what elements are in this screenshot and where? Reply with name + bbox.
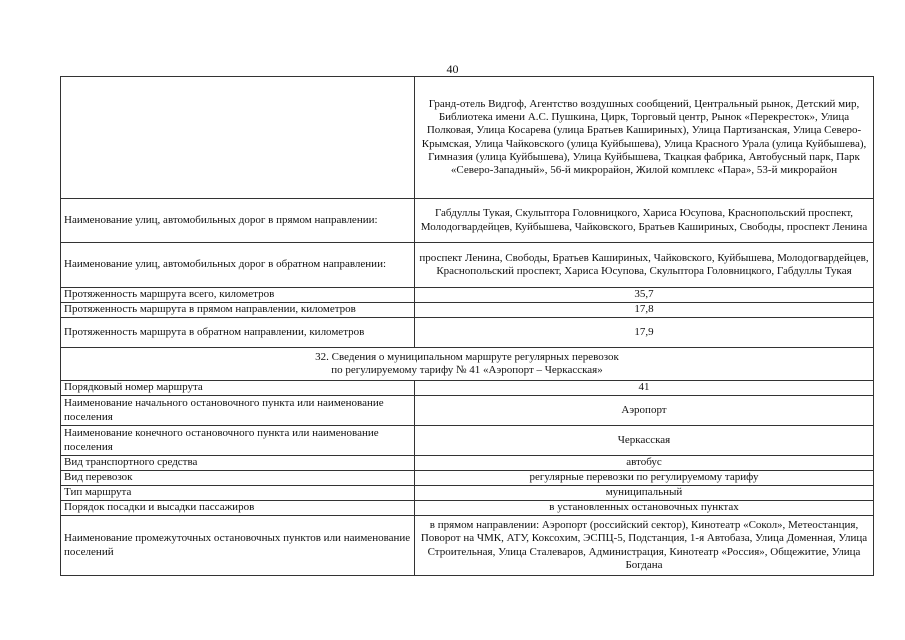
route-type-value: муниципальный: [415, 486, 874, 501]
reverse-length-label: Протяженность маршрута в обратном направлении, километров: [61, 318, 415, 348]
table-row: [61, 471, 874, 486]
route-number-value: 41: [415, 381, 874, 396]
forward-length-label: Протяженность маршрута в прямом направлении, километров: [61, 303, 415, 318]
end-stop-value: Черкасская: [415, 426, 874, 456]
table-row: [61, 426, 874, 456]
start-stop-label: Наименование начального остановочного пункта или наименование поселения: [61, 396, 415, 426]
table-row: [61, 501, 874, 516]
table-row: [61, 288, 874, 303]
section-heading-line-1: 32. Сведения о муниципальном маршруте регулярных перевозок: [315, 350, 619, 363]
section-heading: [61, 348, 874, 381]
table-row: [61, 396, 874, 426]
vehicle-type-label: Вид транспортного средства: [61, 456, 415, 471]
forward-length-value: 17,8: [415, 303, 874, 318]
total-length-label: Протяженность маршрута всего, километров: [61, 288, 415, 303]
table-row: [61, 456, 874, 471]
table-row: [61, 486, 874, 501]
route-number-label: Порядковый номер маршрута: [61, 381, 415, 396]
intermediate-stops-label: Наименование промежуточных остановочных пунктов или наименование поселений: [61, 516, 415, 576]
table-row: [61, 516, 874, 576]
table-row: [61, 303, 874, 318]
intermediate-stops-continued: Гранд-отель Видгоф, Агентство воздушных сообщений, Центральный рынок, Детский мир, Библиотека имени А.С. Пушкина, Цирк, Торговый центр, Рынок «Перекресток», Улица Полковая, Улица Косарева (улица Братьев Кашириных), Улица Партизанская, Улица Северо-Крымская, Улица Чайковского (улица Куйбышева), Улица Красного Урала (улица Куйбышева), Гимназия (улица Куйбышева), Улица Куйбышева, Ткацкая фабрика, Автобусный парк, Парк «Северо-Западный», 56-й микрорайон, Жилой комплекс «Пара», 53-й микрорайон: [415, 77, 874, 199]
forward-streets-value: Габдуллы Тукая, Скульптора Головницкого, Хариса Юсупова, Краснопольский проспект, Молодогвардейцев, Куйбышева, Чайковского, Братьев Кашириных, Свободы, проспект Ленина: [415, 199, 874, 243]
boarding-order-value: в установленных остановочных пунктах: [415, 501, 874, 516]
start-stop-value: Аэропорт: [415, 396, 874, 426]
forward-streets-label: Наименование улиц, автомобильных дорог в прямом направлении:: [61, 199, 415, 243]
section-heading-line-2: по регулируемому тарифу № 41 «Аэропорт – Черкасская»: [331, 364, 603, 376]
reverse-length-value: 17,9: [415, 318, 874, 348]
transport-kind-label: Вид перевозок: [61, 471, 415, 486]
table-row: [61, 318, 874, 348]
boarding-order-label: Порядок посадки и высадки пассажиров: [61, 501, 415, 516]
row-label: [61, 77, 415, 199]
table-row: [61, 199, 874, 243]
table-row: [61, 77, 874, 199]
reverse-streets-label: Наименование улиц, автомобильных дорог в обратном направлении:: [61, 243, 415, 288]
page-number: 40: [446, 62, 459, 76]
table-row: [61, 381, 874, 396]
intermediate-stops-value: в прямом направлении: Аэропорт (российский сектор), Кинотеатр «Сокол», Метеостанция, Поворот на ЧМК, АТУ, Коксохим, ЭСПЦ-5, Подстанция, 1-я Автобаза, Улица Доменная, Улица Строительная, Улица Сталеваров, Администрация, Кинотеатр «Россия», Общежитие, Улица Богдана: [415, 516, 874, 576]
section-heading-row: [61, 348, 874, 381]
route-type-label: Тип маршрута: [61, 486, 415, 501]
transport-kind-value: регулярные перевозки по регулируемому тарифу: [415, 471, 874, 486]
vehicle-type-value: автобус: [415, 456, 874, 471]
end-stop-label: Наименование конечного остановочного пункта или наименование поселения: [61, 426, 415, 456]
route-info-table: [60, 76, 874, 576]
table-row: [61, 243, 874, 288]
reverse-streets-value: проспект Ленина, Свободы, Братьев Кашириных, Чайковского, Куйбышева, Молодогвардейцев, Краснопольский проспект, Хариса Юсупова, Скульптора Головницкого, Габдуллы Тукая: [415, 243, 874, 288]
total-length-value: 35,7: [415, 288, 874, 303]
